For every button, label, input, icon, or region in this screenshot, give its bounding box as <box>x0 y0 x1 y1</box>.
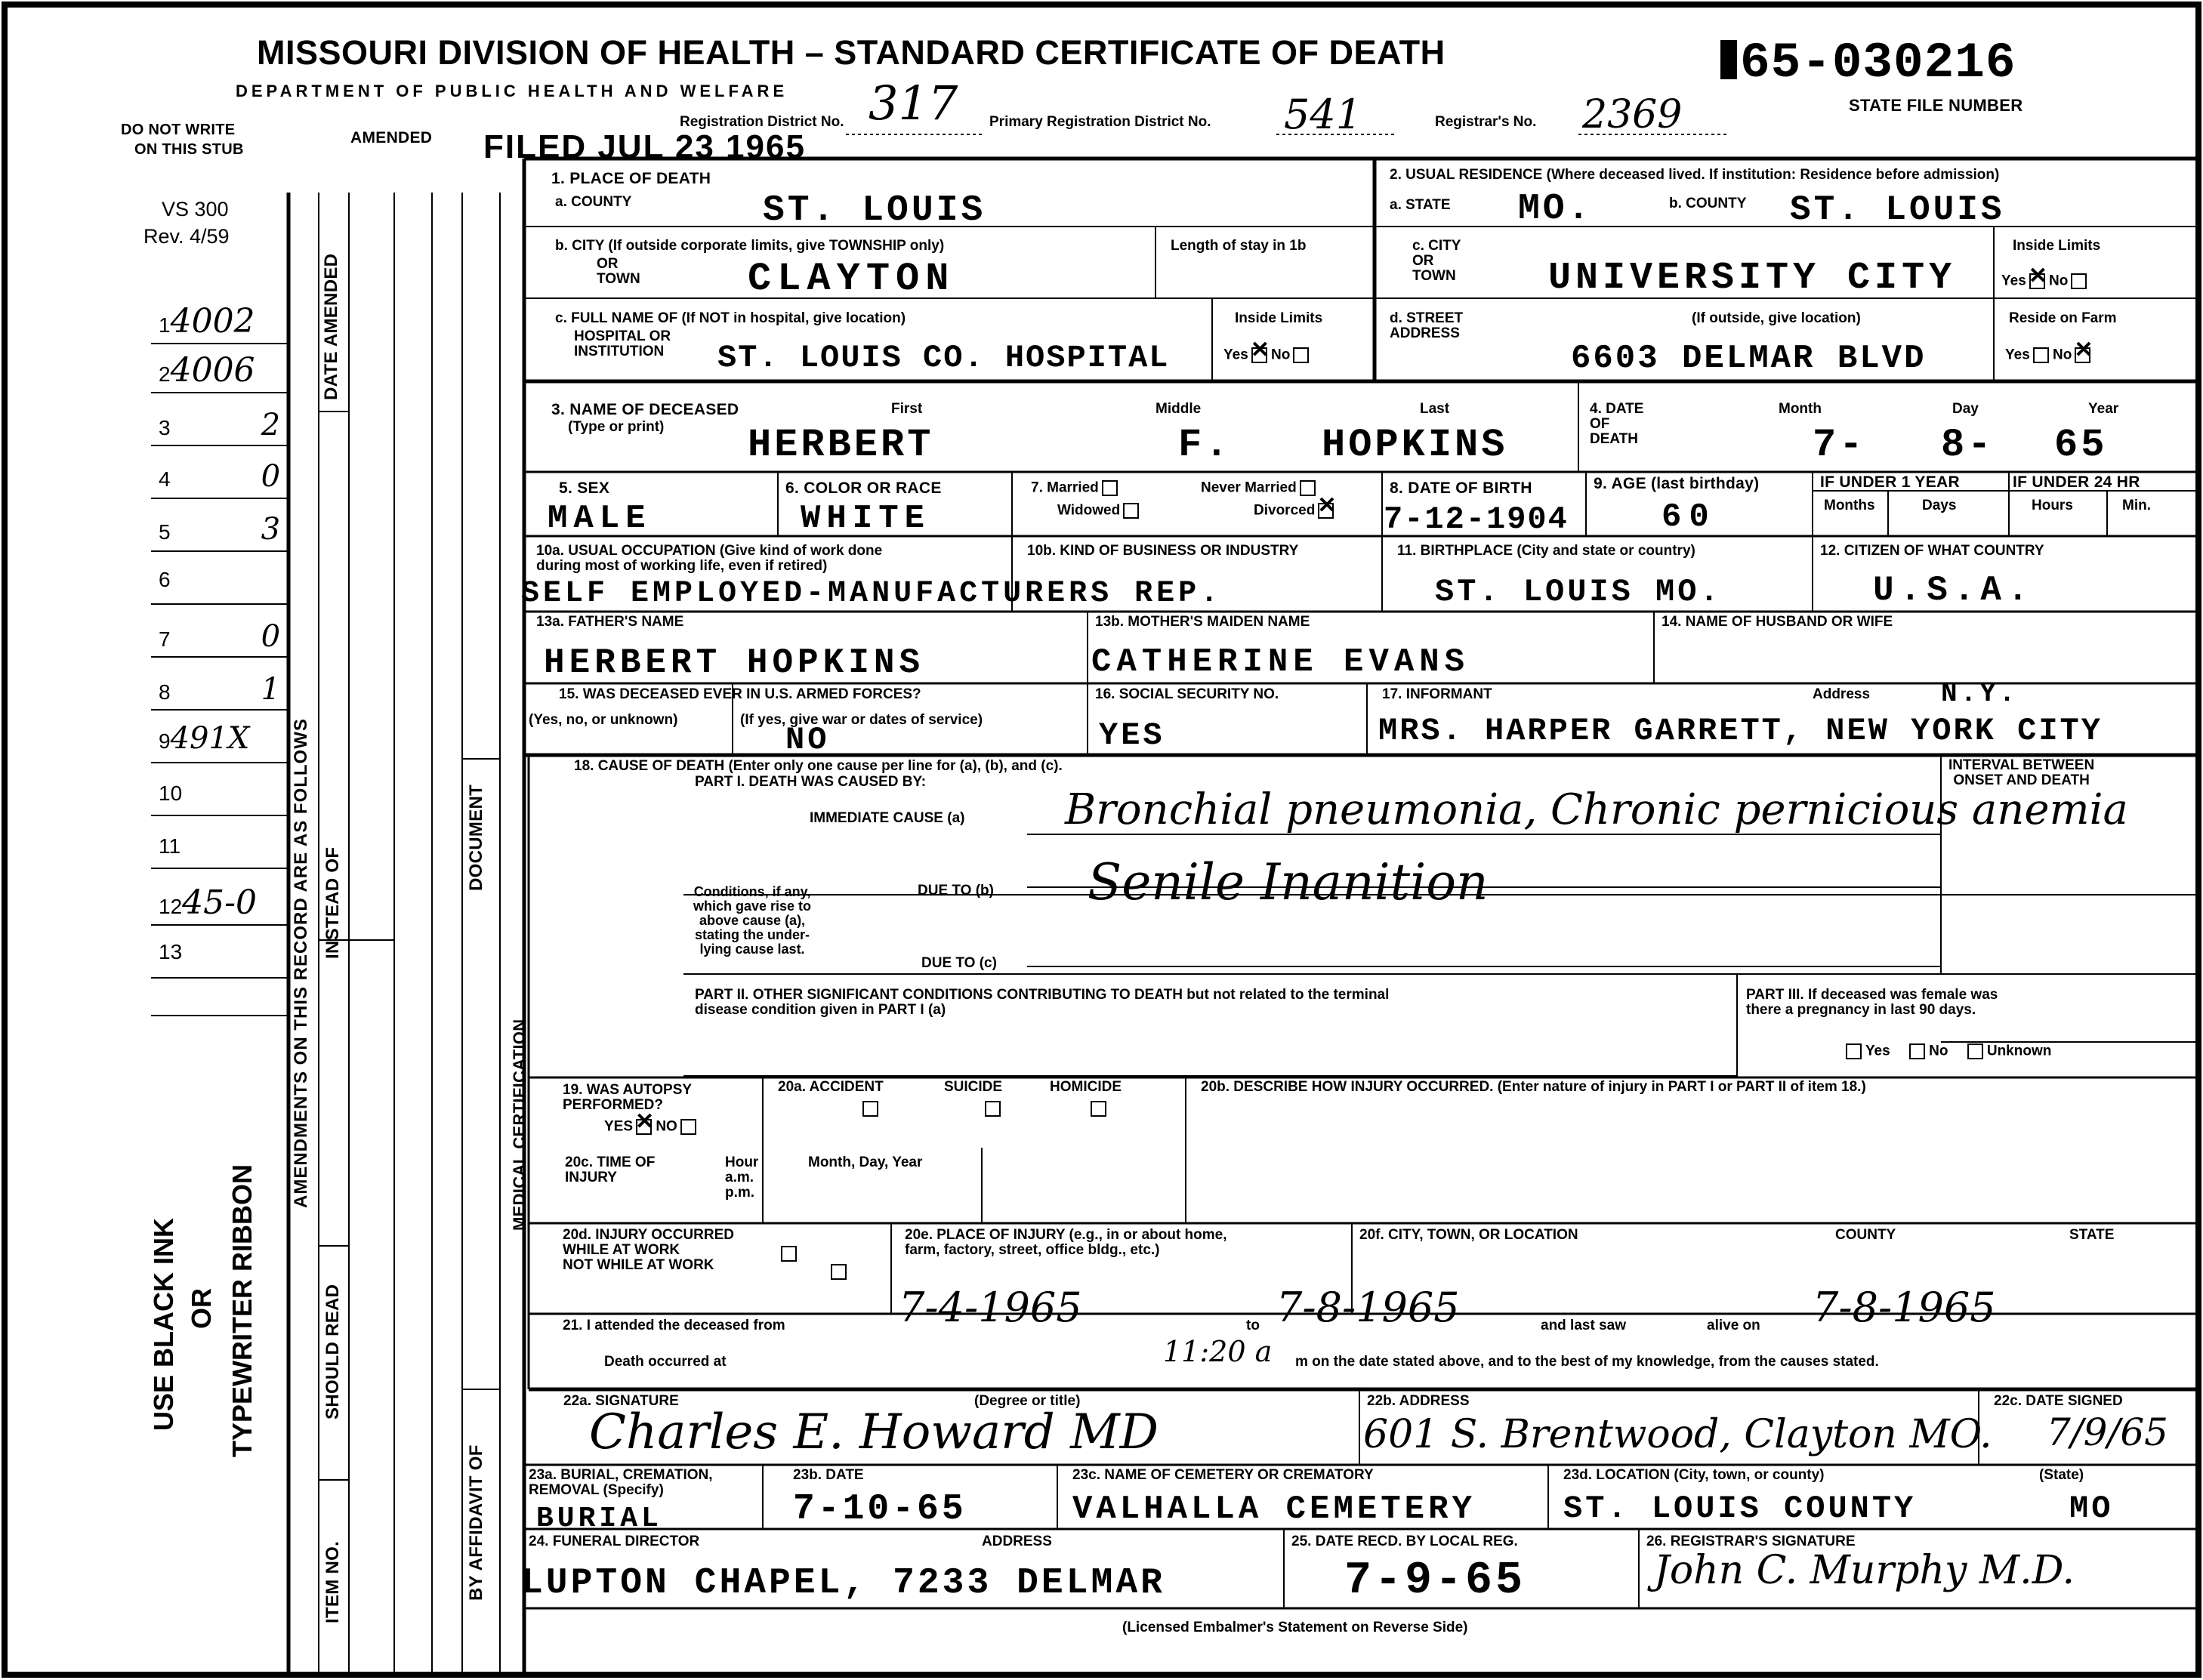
occupation-label: 10a. USUAL OCCUPATION (Give kind of work done during most of working life, even if retired) <box>536 543 883 574</box>
injury-city-label: 20f. CITY, TOWN, OR LOCATION <box>1359 1227 1578 1243</box>
place-of-injury-label: 20e. PLACE OF INJURY (e.g., in or about home, farm, factory, street, office bldg., etc.) <box>905 1227 1227 1258</box>
street-label: d. STREET ADDRESS <box>1390 310 1464 341</box>
hospital-label: c. FULL NAME OF (If NOT in hospital, give location) <box>555 310 906 326</box>
to-label: to <box>1246 1318 1260 1333</box>
citizen-value: U.S.A. <box>1873 571 2035 610</box>
race-value: WHITE <box>801 500 931 538</box>
form-number: VS 300 <box>162 198 229 220</box>
ssn-label: 16. SOCIAL SECURITY NO. <box>1095 686 1279 702</box>
part2-label: PART II. OTHER SIGNIFICANT CONDITIONS CONTRIBUTING TO DEATH but not related to the terminal disease condition given in PART I (a) <box>695 987 1390 1018</box>
informant-label: 17. INFORMANT <box>1382 686 1492 702</box>
death-occurred-label: Death occurred at <box>604 1354 727 1370</box>
stub-row: 4 0 <box>159 459 281 494</box>
signature-label: 22a. SIGNATURE <box>563 1393 679 1409</box>
last-saw-value: 7-8-1965 <box>1813 1284 1996 1331</box>
suicide-checkbox[interactable] <box>985 1101 1001 1117</box>
farm-options: Yes No✕ <box>2005 347 2090 363</box>
cemetery-label: 23c. NAME OF CEMETERY OR CREMATORY <box>1072 1467 1374 1483</box>
name-sub-label: (Type or print) <box>568 419 665 435</box>
father-label: 13a. FATHER'S NAME <box>536 614 684 630</box>
stub-row: 7 0 <box>159 619 281 654</box>
injury-at-work-label: 20d. INJURY OCCURRED WHILE AT WORK NOT WHILE AT WORK <box>563 1227 734 1273</box>
burial-label: 23a. BURIAL, CREMATION, REMOVAL (Specify) <box>529 1467 713 1498</box>
age-value: 60 <box>1662 498 1717 536</box>
stub-row: 3 2 <box>159 408 281 442</box>
state-file-number: 65-030216 <box>1720 35 2016 91</box>
homicide-label: HOMICIDE <box>1050 1079 1122 1095</box>
while-at-work-checkbox[interactable] <box>781 1246 797 1262</box>
autopsy-no-checkbox[interactable] <box>680 1119 696 1135</box>
business-label: 10b. KIND OF BUSINESS OR INDUSTRY <box>1027 543 1299 559</box>
stub-row: 10 <box>159 781 183 805</box>
funeral-director-label: 24. FUNERAL DIRECTOR <box>529 1534 700 1549</box>
degree-label: (Degree or title) <box>974 1393 1081 1409</box>
informant-address-value: N.Y. <box>1941 678 2019 709</box>
death-day-value: 8- <box>1941 423 1995 467</box>
under-24-hr-label: IF UNDER 24 HR <box>2013 473 2140 491</box>
registrar-no-value: 2369 <box>1582 92 1683 137</box>
last-label: Last <box>1420 401 1450 417</box>
pregnancy-options: Yes No Unknown <box>1843 1043 2051 1059</box>
never-married-checkbox[interactable] <box>1300 480 1316 496</box>
attended-from-value: 7-4-1965 <box>899 1284 1082 1331</box>
res-inside-yes-checkbox[interactable] <box>2029 273 2045 289</box>
days-label: Days <box>1922 498 1957 513</box>
alive-on-label: alive on <box>1707 1318 1760 1333</box>
physician-address-value: 601 S. Brentwood, Clayton MO. <box>1363 1412 1992 1457</box>
stub-row: 5 3 <box>159 512 281 547</box>
location-state-label: (State) <box>2039 1467 2084 1483</box>
year-label: Year <box>2088 401 2119 417</box>
age-label: 9. AGE (last birthday) <box>1594 475 1760 492</box>
date-received-label: 25. DATE RECD. BY LOCAL REG. <box>1291 1534 1518 1549</box>
married-checkbox[interactable] <box>1102 480 1118 496</box>
cause-of-death-label: 18. CAUSE OF DEATH (Enter only one cause per line for (a), (b), and (c). <box>574 758 1063 774</box>
not-at-work-checkbox[interactable] <box>831 1264 847 1280</box>
father-value: HERBERT HOPKINS <box>544 643 925 683</box>
res-state-label: a. STATE <box>1390 197 1451 213</box>
res-city-value: UNIVERSITY CITY <box>1548 257 1957 300</box>
informant-address-label: Address <box>1813 686 1871 702</box>
registrar-signature-label: 26. REGISTRAR'S SIGNATURE <box>1646 1534 1856 1549</box>
months-label: Months <box>1824 498 1875 513</box>
mother-value: CATHERINE EVANS <box>1091 643 1470 681</box>
middle-name-value: F. <box>1178 423 1232 467</box>
usual-residence-label: 2. USUAL RESIDENCE (Where deceased lived. If institution: Residence before admission) <box>1390 167 2000 183</box>
street-value: 6603 DELMAR BLVD <box>1571 340 1927 378</box>
hospital-value: ST. LOUIS CO. HOSPITAL <box>717 340 1170 376</box>
autopsy-yes-checkbox[interactable] <box>636 1119 652 1135</box>
due-to-b-label: DUE TO (b) <box>918 883 994 899</box>
widowed-checkbox[interactable] <box>1123 503 1139 519</box>
street-note: (If outside, give location) <box>1692 310 1861 326</box>
instead-of-label: INSTEAD OF <box>322 846 343 959</box>
injury-county-label: COUNTY <box>1835 1227 1896 1243</box>
mother-label: 13b. MOTHER'S MAIDEN NAME <box>1095 614 1310 630</box>
date-of-death-label: 4. DATE OF DEATH <box>1590 401 1644 447</box>
month-label: Month <box>1779 401 1822 417</box>
race-label: 6. COLOR OR RACE <box>785 479 942 497</box>
place-of-death-label: 1. PLACE OF DEATH <box>551 170 711 187</box>
city-label: b. CITY (If outside corporate limits, give TOWNSHIP only) <box>555 238 945 254</box>
primary-district-value: 541 <box>1284 91 1362 138</box>
divorced-label: Divorced✕ <box>1254 503 1334 519</box>
city-value: CLAYTON <box>748 257 955 301</box>
burial-value: BURIAL <box>536 1503 662 1535</box>
armed-forces-sub: (Yes, no, or unknown) <box>529 712 678 728</box>
cemetery-value: VALHALLA CEMETERY <box>1072 1490 1476 1528</box>
res-county-value: ST. LOUIS <box>1790 190 2005 230</box>
burial-date-value: 7-10-65 <box>793 1489 967 1530</box>
sex-value: MALE <box>548 500 652 538</box>
part3-label: PART III. If deceased was female was there a pregnancy in last 90 days. <box>1746 987 1998 1018</box>
hours-label: Hours <box>2032 498 2073 513</box>
accident-label: 20a. ACCIDENT <box>778 1079 884 1095</box>
sex-label: 5. SEX <box>559 479 610 497</box>
stub-row: 1245-0 <box>159 883 258 922</box>
registrar-signature: John C. Murphy M.D. <box>1654 1548 2075 1593</box>
pregnancy-unknown-checkbox[interactable] <box>1967 1043 1983 1059</box>
suicide-label: SUICIDE <box>944 1079 1003 1095</box>
death-year-value: 65 <box>2054 423 2108 467</box>
time-of-injury-label: 20c. TIME OF INJURY <box>565 1154 656 1185</box>
form-title: MISSOURI DIVISION OF HEALTH – STANDARD CERTIFICATE OF DEATH <box>257 33 1446 72</box>
date-signed-value: 7/9/65 <box>2047 1410 2168 1454</box>
res-inside-no-checkbox[interactable] <box>2071 273 2087 289</box>
inside-limits-no-checkbox[interactable] <box>1293 347 1309 363</box>
armed-forces-dates: (If yes, give war or dates of service) <box>740 712 983 728</box>
county-label: a. COUNTY <box>555 194 632 210</box>
pregnancy-yes-checkbox[interactable] <box>1846 1043 1862 1059</box>
burial-date-label: 23b. DATE <box>793 1467 864 1483</box>
on-this-stub: ON THIS STUB <box>134 141 244 158</box>
res-state-value: MO. <box>1518 189 1593 230</box>
do-not-write: DO NOT WRITE <box>121 122 236 138</box>
inside-limits-options: Yes✕ No <box>1223 347 1309 363</box>
res-county-label: b. COUNTY <box>1669 196 1747 211</box>
dob-value: 7-12-1904 <box>1384 501 1569 538</box>
occupation-value: SELF EMPLOYED-MANUFACTURERS REP. <box>521 577 1223 611</box>
funeral-address-label: ADDRESS <box>982 1534 1052 1549</box>
birthplace-value: ST. LOUIS MO. <box>1435 574 1722 610</box>
use-black-ink: USE BLACK INK <box>148 1217 179 1431</box>
birthplace-label: 11. BIRTHPLACE (City and state or country) <box>1397 543 1695 559</box>
homicide-checkbox[interactable] <box>1091 1101 1106 1117</box>
stub-row: 11 <box>159 834 181 858</box>
never-married-label: Never Married <box>1201 480 1316 496</box>
inside-limits-yes-checkbox[interactable] <box>1251 347 1267 363</box>
divorced-checkbox[interactable] <box>1318 503 1334 519</box>
injury-description-label: 20b. DESCRIBE HOW INJURY OCCURRED. (Enter nature of injury in PART I or PART II of item 18.) <box>1201 1079 1866 1095</box>
month-day-year-label: Month, Day, Year <box>808 1154 923 1170</box>
amended-label: AMENDED <box>350 129 433 146</box>
death-month-value: 7- <box>1813 423 1866 467</box>
document-label: DOCUMENT <box>466 784 486 891</box>
res-inside-limits-options: Yes✕ No <box>2001 273 2087 289</box>
citizen-label: 12. CITIZEN OF WHAT COUNTRY <box>1820 543 2044 559</box>
under-1-year-label: IF UNDER 1 YEAR <box>1820 473 1960 491</box>
informant-value: MRS. HARPER GARRETT, NEW YORK CITY <box>1378 713 2103 749</box>
or-label: OR <box>186 1288 217 1329</box>
name-label: 3. NAME OF DECEASED <box>551 401 739 418</box>
pregnancy-no-checkbox[interactable] <box>1909 1043 1925 1059</box>
stub-row: 6 <box>159 568 171 591</box>
death-occurred-statement: m on the date stated above, and to the best of my knowledge, from the causes stated. <box>1295 1354 1879 1370</box>
farm-no-checkbox[interactable] <box>2075 347 2090 363</box>
date-amended-label: DATE AMENDED <box>321 253 341 400</box>
date-signed-label: 22c. DATE SIGNED <box>1994 1393 2123 1409</box>
armed-forces-value: NO <box>785 722 830 758</box>
interval-label: INTERVAL BETWEEN ONSET AND DEATH <box>1948 757 2095 788</box>
day-label: Day <box>1952 401 1979 417</box>
conditions-label: Conditions, if any, which gave rise to above cause (a), stating the under- lying cause last. <box>693 884 812 957</box>
stub-row: 13 <box>159 940 183 963</box>
should-read-label: SHOULD READ <box>322 1284 343 1420</box>
immediate-cause-value: Bronchial pneumonia, Chronic pernicious anemia <box>1065 785 2128 834</box>
physician-address-label: 22b. ADDRESS <box>1367 1393 1470 1409</box>
affidavit-label: BY AFFIDAVIT OF <box>466 1444 486 1601</box>
res-inside-limits-label: Inside Limits <box>2013 238 2101 254</box>
ssn-value: YES <box>1099 717 1165 754</box>
embalmer-note: (Licensed Embalmer's Statement on Reverse Side) <box>1122 1620 1468 1635</box>
stub-row: 24006 <box>159 351 255 390</box>
spouse-label: 14. NAME OF HUSBAND OR WIFE <box>1662 614 1893 630</box>
amendments-label: AMENDMENTS ON THIS RECORD ARE AS FOLLOWS <box>291 718 311 1208</box>
married-label: 7. Married <box>1031 480 1118 496</box>
state-file-label: STATE FILE NUMBER <box>1849 96 2023 115</box>
stub-row: 9491X <box>159 721 250 756</box>
last-saw-label: and last saw <box>1541 1318 1626 1333</box>
part1-label: PART I. DEATH WAS CAUSED BY: <box>695 774 927 790</box>
inside-limits-label: Inside Limits <box>1235 310 1323 326</box>
dob-label: 8. DATE OF BIRTH <box>1390 479 1532 497</box>
minutes-label: Min. <box>2122 498 2151 513</box>
location-state-value: MO <box>2069 1490 2114 1527</box>
date-received-value: 7-9-65 <box>1344 1555 1526 1607</box>
accident-checkbox[interactable] <box>862 1101 878 1117</box>
form-revision: Rev. 4/59 <box>143 225 230 248</box>
length-of-stay-label: Length of stay in 1b <box>1171 238 1307 254</box>
armed-forces-label: 15. WAS DECEASED EVER IN U.S. ARMED FORCES? <box>559 686 921 702</box>
city-or-town-label: OR TOWN <box>597 256 640 287</box>
first-label: First <box>891 401 923 417</box>
death-time-value: 11:20 a <box>1163 1335 1273 1368</box>
attended-label: 21. I attended the deceased from <box>563 1318 785 1333</box>
injury-state-label: STATE <box>2069 1227 2115 1243</box>
registrar-no-label: Registrar's No. <box>1435 114 1537 130</box>
attended-to-value: 7-8-1965 <box>1276 1284 1460 1331</box>
due-to-b-value: Senile Inanition <box>1088 853 1489 911</box>
funeral-director-value: LUPTON CHAPEL, 7233 DELMAR <box>521 1563 1165 1604</box>
location-value: ST. LOUIS COUNTY <box>1563 1490 1917 1527</box>
stub-row: 14002 <box>159 302 255 341</box>
department-name: DEPARTMENT OF PUBLIC HEALTH AND WELFARE <box>236 82 788 100</box>
hour-label: Hour a.m. p.m. <box>725 1154 759 1201</box>
res-city-label: c. CITY OR TOWN <box>1412 238 1461 284</box>
due-to-c-label: DUE TO (c) <box>921 955 997 971</box>
filed-stamp: FILED JUL 23 1965 <box>483 128 806 165</box>
primary-district-label: Primary Registration District No. <box>989 114 1211 130</box>
autopsy-label: 19. WAS AUTOPSY PERFORMED? <box>563 1082 693 1113</box>
county-value: ST. LOUIS <box>763 190 986 231</box>
hospital-institution-label: HOSPITAL OR INSTITUTION <box>574 328 671 359</box>
reside-farm-label: Reside on Farm <box>2009 310 2117 326</box>
typewriter-ribbon: TYPEWRITER RIBBON <box>227 1164 258 1457</box>
middle-label: Middle <box>1155 401 1202 417</box>
autopsy-options: YES✕ NO <box>604 1119 696 1135</box>
widowed-label: Widowed <box>1057 503 1139 519</box>
reg-district-value: 317 <box>869 76 958 131</box>
farm-yes-checkbox[interactable] <box>2033 347 2049 363</box>
location-label: 23d. LOCATION (City, town, or county) <box>1563 1467 1825 1483</box>
first-name-value: HERBERT <box>748 423 934 467</box>
last-name-value: HOPKINS <box>1322 423 1508 467</box>
reg-district-label: Registration District No. <box>680 114 844 130</box>
medical-certification-label: MEDICAL CERTIFICATION <box>510 1019 529 1231</box>
immediate-cause-label: IMMEDIATE CAUSE (a) <box>810 810 965 826</box>
stub-row: 8 1 <box>159 672 281 707</box>
physician-signature: Charles E. Howard MD <box>589 1404 1159 1460</box>
item-no-label: ITEM NO. <box>322 1540 343 1623</box>
